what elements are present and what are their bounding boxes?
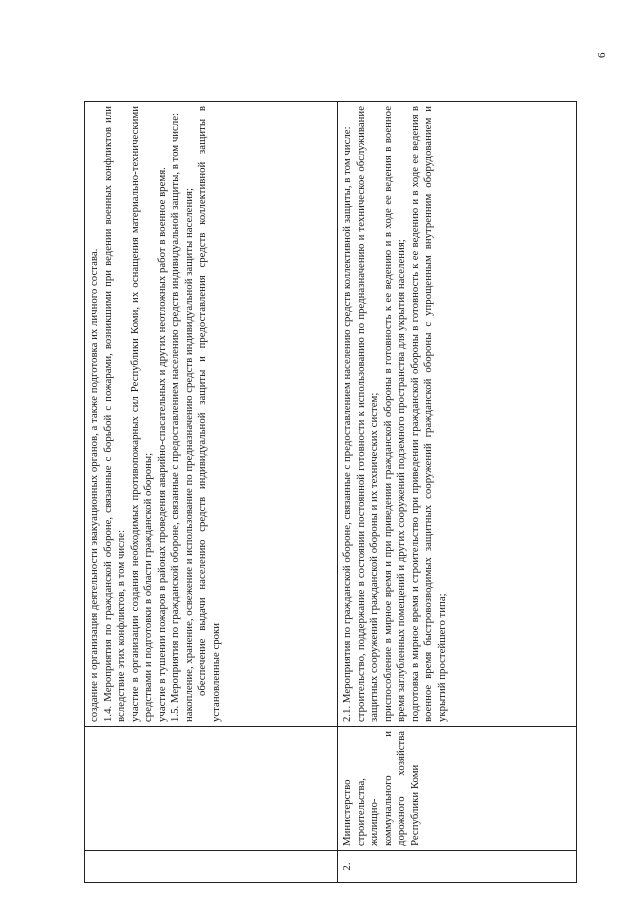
activity-paragraph: 1.4. Мероприятия по гражданской обороне, связанные с борьбой с пожарами, возникшими при ведении военных конфликтов или вследствие этих конфликтов, в том числе: (101, 106, 127, 722)
row-number-cell: 2. (338, 851, 577, 883)
activity-paragraph: 1.5. Мероприятия по гражданской обороне, связанные с предоставлением населению средств индивидуальной защиты, в том числе: (169, 113, 181, 722)
table-row (338, 102, 577, 883)
activity-paragraph: участие в тушении пожаров в районах проведения аварийно-спасательных и других неотложных работ в военное время. (155, 167, 168, 722)
activity-paragraph: участие в организации создания необходимых противопожарных сил Республики Коми, их оснащения материально-техническими средствами и подготовки в области гражданской обороны; (128, 106, 154, 722)
table-row (85, 102, 338, 883)
organization-cell: Министерство строительства, жилищно-коммунального и дорожного хозяйства Республики Коми (338, 727, 577, 851)
page-number: 6 (596, 52, 608, 58)
organization-cell (85, 727, 338, 851)
activity-paragraph: 2.1. Мероприятия по гражданской обороне, связанные с предоставлением населению средств коллективной защиты, в том числе: (341, 126, 353, 722)
activity-paragraph: подготовка в мирное время и строительство при приведении гражданской обороны в готовность к ее ведению и в ходе ее ведения в военное время быстровозводимых защитных сооружений гражданской обороны с упрощенным внутренним оборудованием и укрытий простейшего типа; (408, 106, 448, 722)
activity-paragraph: накопление, хранение, освежение и использование по предназначению средств индивидуальной защиты населения; (182, 188, 195, 722)
activity-paragraph: приспособление в мирное время и при приведении гражданской обороны в готовность к ее ведению и в ходе ее ведения в военное время заглубленных помещений и других сооружений подземного пространства для укрытия населения; (381, 106, 407, 722)
row-number-cell (85, 851, 338, 883)
activities-cell (85, 102, 338, 727)
activities-table (84, 101, 577, 883)
activity-paragraph: строительство, поддержание в состоянии постоянной готовности к использованию по предназначению и техническое обслуживание защитных сооружений гражданской обороны и их технических систем; (354, 106, 380, 722)
activity-paragraph: создание и организация деятельности эвакуационных органов, а также подготовка их личного состава. (88, 248, 100, 722)
activities-cell (338, 102, 577, 727)
activity-paragraph: обеспечение выдачи населению средств индивидуальной защиты и предоставления средств коллективной защиты в установленные сроки (196, 106, 222, 722)
